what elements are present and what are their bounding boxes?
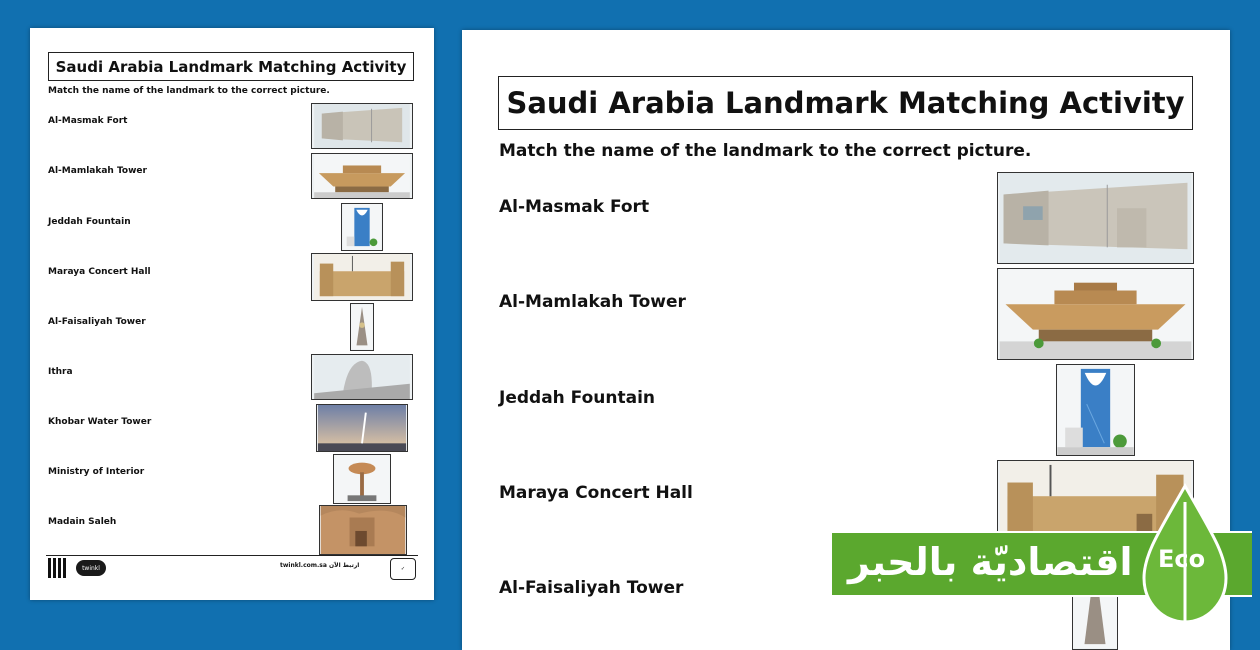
worksheet-title: Saudi Arabia Landmark Matching Activity [48, 52, 414, 81]
footer-note: twinkl.com.sa ارتبط الآن [280, 562, 360, 569]
landmark-label: Madain Saleh [48, 517, 117, 527]
landmark-label: Ithra [48, 367, 73, 377]
maraya-hall-image-large [997, 172, 1194, 264]
qr-code-icon [48, 558, 68, 578]
madain-saleh-image [319, 505, 407, 555]
worksheet-instruction-large: Match the name of the landmark to the correct picture. [499, 141, 1032, 161]
landmark-label: Al-Faisaliyah Tower [48, 317, 146, 327]
landmark-label-large: Al-Faisaliyah Tower [499, 578, 684, 598]
landmark-label: Al-Mamlakah Tower [48, 166, 147, 176]
worksheet-instruction: Match the name of the landmark to the correct picture. [48, 86, 330, 96]
eco-banner-text: اقتصاديّة بالحبر [848, 540, 1133, 584]
khobar-water-tower-image [333, 454, 391, 504]
eco-label: Eco [1158, 545, 1206, 573]
worksheet-thumbnail [30, 28, 434, 600]
landmark-label: Khobar Water Tower [48, 417, 152, 427]
faisaliyah-tower-image [350, 303, 374, 351]
jeddah-fountain-image [316, 404, 408, 452]
ithra-image [311, 354, 413, 400]
maraya-hall-image [311, 103, 413, 149]
landmark-label-large: Al-Masmak Fort [499, 197, 650, 217]
landmark-label: Ministry of Interior [48, 467, 145, 477]
twinkl-logo: twinkl [76, 560, 106, 576]
footer-badge-icon: ✓ [390, 558, 416, 580]
landmark-label: Maraya Concert Hall [48, 267, 151, 277]
kingdom-tower-image-large [1056, 364, 1135, 456]
worksheet-title-large: Saudi Arabia Landmark Matching Activity [498, 76, 1193, 130]
ministry-of-interior-image-large [997, 268, 1194, 360]
landmark-label: Al-Masmak Fort [48, 116, 128, 126]
ministry-of-interior-image [311, 153, 413, 199]
footer-divider [46, 555, 418, 556]
kingdom-tower-image [341, 203, 383, 251]
landmark-label: Jeddah Fountain [48, 217, 131, 227]
masmak-fort-image [311, 253, 413, 301]
landmark-label-large: Jeddah Fountain [499, 388, 656, 408]
landmark-label-large: Maraya Concert Hall [499, 483, 693, 503]
landmark-label-large: Al-Mamlakah Tower [499, 292, 686, 312]
